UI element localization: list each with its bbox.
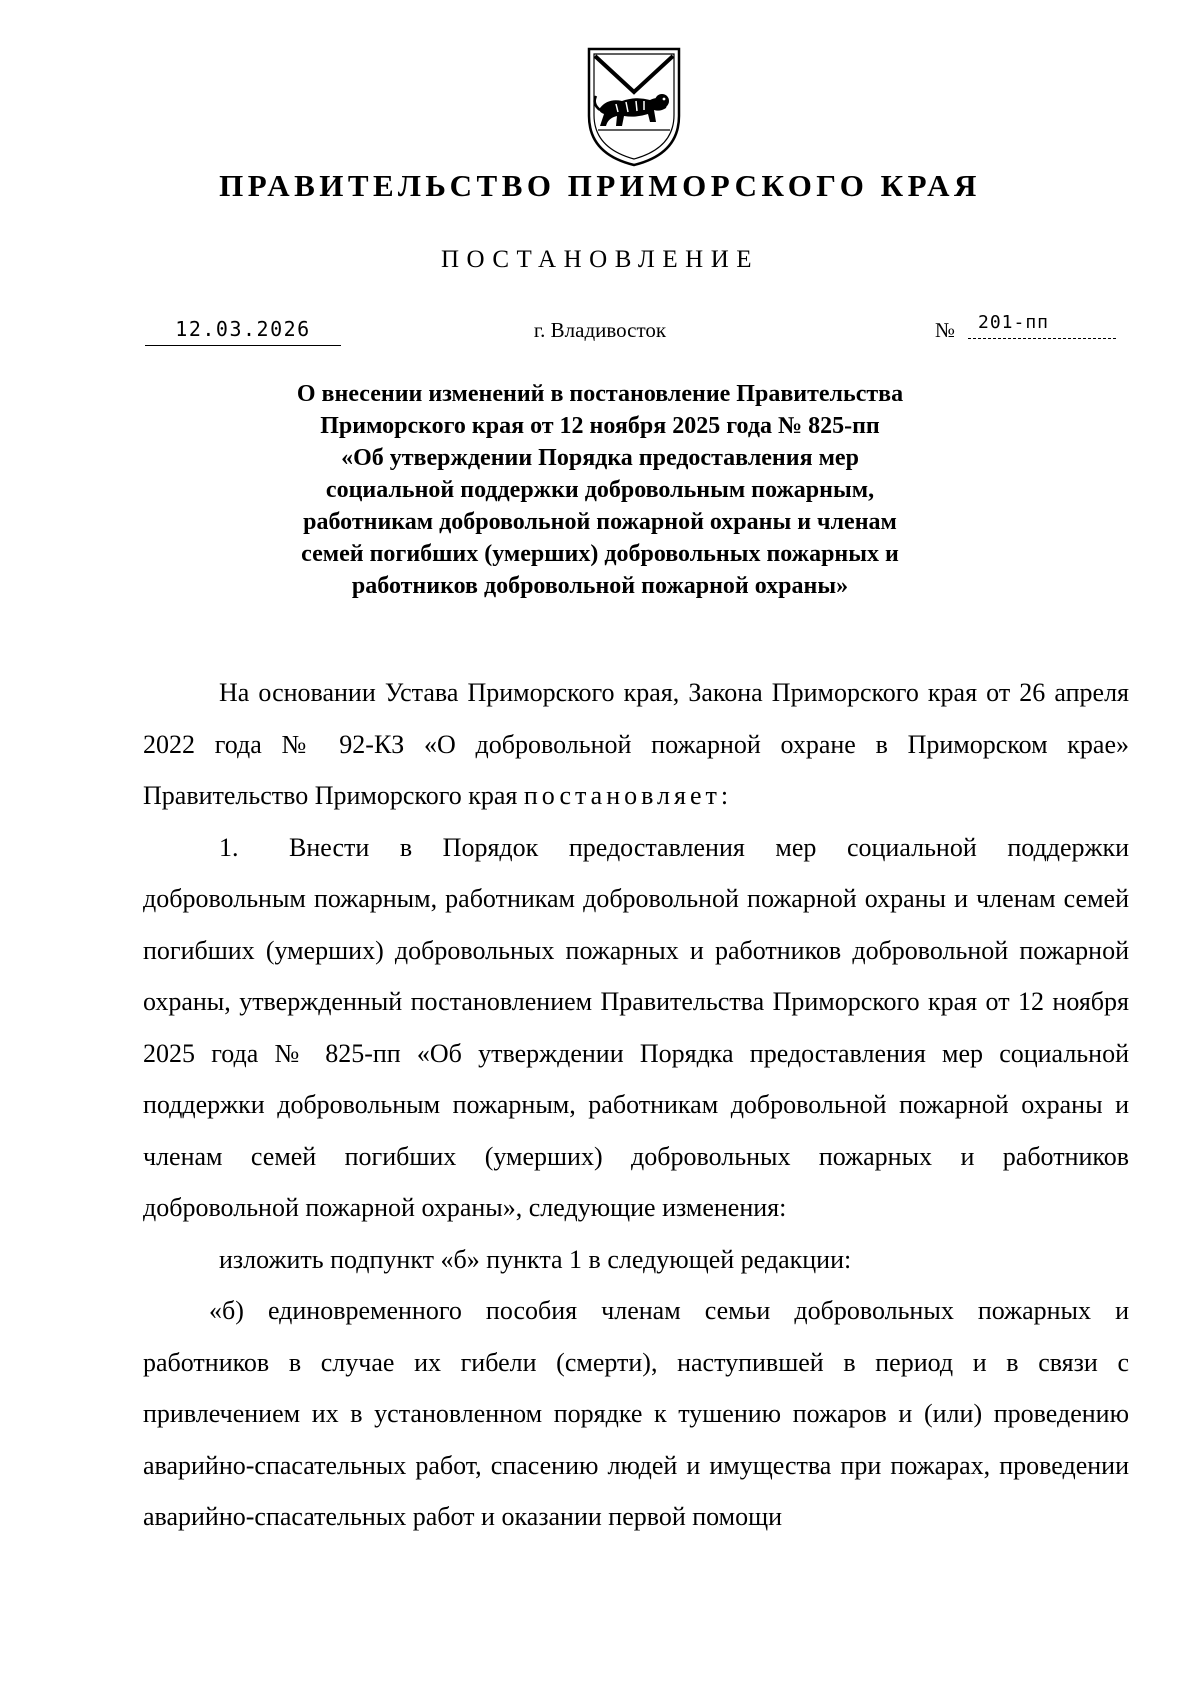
item-1-number: 1. bbox=[219, 832, 239, 862]
preamble-paragraph bbox=[143, 667, 1129, 822]
document-date: 12.03.2026 bbox=[145, 317, 341, 346]
instruction-paragraph: изложить подпункт «б» пункта 1 в следующей редакции: bbox=[219, 1244, 852, 1274]
document-body bbox=[143, 667, 1129, 1543]
subitem-b-paragraph: «б) единовременного пособия членам семьи добровольных пожарных и работников в случае их гибели (смерти), наступившей в период и в связи с привлечением их в установленном порядке к тушению пожаров и (или) проведению аварийно-спасательных работ, спасению людей и имущества при пожарах, проведении аварийно-спасательных работ и оказании первой помощи bbox=[143, 1296, 1129, 1531]
document-number-label: № bbox=[935, 318, 956, 342]
item-1-paragraph bbox=[143, 822, 1129, 1234]
document-title bbox=[240, 378, 960, 602]
preamble-verb: постановляет: bbox=[523, 781, 733, 810]
title-line: семей погибших (умерших) добровольных пожарных и bbox=[301, 541, 899, 567]
document-type: ПОСТАНОВЛЕНИЕ bbox=[440, 246, 760, 273]
item-1-text: Внести в Порядок предоставления мер социальной поддержки добровольным пожарным, работникам добровольной пожарной охраны и членам семей погибших (умерших) добровольных пожарных и работников добровольной пожарной охраны, утвержденный постановлением Правительства Приморского края от 12 ноября 2025 года № 825-пп «Об утверждении Порядка предоставления мер социальной поддержки добровольным пожарным, работникам добровольной пожарной охраны и членам семей погибших (умерших) добровольных пожарных и работников добровольной пожарной охраны», следующие изменения: bbox=[143, 832, 1129, 1222]
title-line: работникам добровольной пожарной охраны и членам bbox=[303, 509, 897, 535]
title-line: социальной поддержки добровольным пожарным, bbox=[325, 477, 875, 503]
title-line: работников добровольной пожарной охраны» bbox=[351, 573, 849, 599]
primorsky-coat-of-arms-icon bbox=[586, 46, 682, 168]
organization-name: ПРАВИТЕЛЬСТВО ПРИМОРСКОГО КРАЯ bbox=[219, 168, 981, 203]
title-line: «Об утверждении Порядка предоставления мер bbox=[341, 445, 859, 471]
title-line: О внесении изменений в постановление Правительства bbox=[296, 381, 904, 407]
document-number: 201-пп bbox=[968, 312, 1116, 339]
title-line: Приморского края от 12 ноября 2025 года № 825-пп bbox=[320, 413, 880, 439]
document-city: г. Владивосток bbox=[533, 318, 667, 342]
preamble-text: На основании Устава Приморского края, Закона Приморского края от 26 апреля 2022 года № 92-КЗ «О добровольной пожарной охране в Приморском крае» Правительство Приморского края bbox=[143, 678, 1129, 810]
